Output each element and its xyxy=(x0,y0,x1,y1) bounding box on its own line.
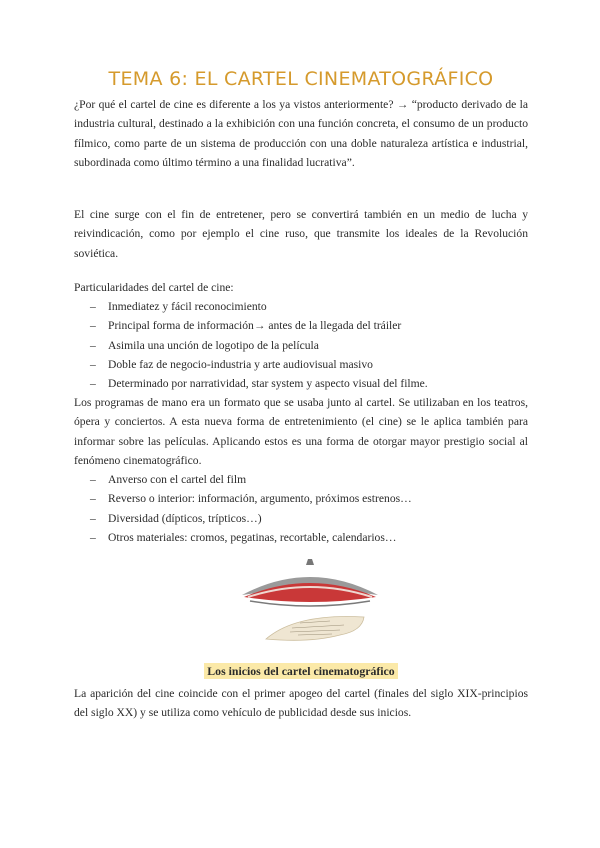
particularities-list xyxy=(90,297,528,393)
programs-paragraph: Los programas de mano era un formato que se usaba junto al cartel. Se utilizaban en los teatros, ópera y conciertos. A esta nueva forma de entretenimiento (el cine) se le aplica también para informar sobre las películas. Aplicando estos es una forma de otorgar mayor prestigio social al fenómeno cinematográfico. xyxy=(74,396,528,467)
section-heading xyxy=(74,664,528,679)
hand-program-image xyxy=(240,555,380,645)
cine-paragraph: El cine surge con el fin de entretener, pero se convertirá también en un medio de lucha y reivindicación, como por ejemplo el cine ruso, que transmite los ideales de la Revolución soviética. xyxy=(74,208,528,260)
list-item: – Principal forma de información→ antes de la llegada del tráiler xyxy=(90,316,528,335)
intro-paragraph: ¿Por qué el cartel de cine es diferente a los ya vistos anteriormente? → “producto derivado de la industria cultural, destinado a la exhibición con una función concreta, el consumo de un producto fílmico, como parte de un sistema de producción con una doble naturaleza artística e industrial, subordinada como último término a una finalidad lucrativa”. xyxy=(74,98,528,169)
particularities-heading: Particularidades del cartel de cine: xyxy=(74,281,234,294)
page-title: TEMA 6: EL CARTEL CINEMATOGRÁFICO xyxy=(108,68,494,90)
list-item: – Inmediatez y fácil reconocimiento xyxy=(90,297,528,316)
list-item: – Doble faz de negocio-industria y arte audiovisual masivo xyxy=(90,355,528,374)
list-item: – Anverso con el cartel del film xyxy=(90,470,528,489)
list-item: – Reverso o interior: información, argumento, próximos estrenos… xyxy=(90,489,528,508)
list-item: – Otros materiales: cromos, pegatinas, recortable, calendarios… xyxy=(90,528,528,547)
program-fan-illustration xyxy=(240,555,380,645)
list-item: – Asimila una unción de logotipo de la película xyxy=(90,336,528,355)
section-paragraph: La aparición del cine coincide con el primer apogeo del cartel (finales del siglo XIX-principios del siglo XX) y se utiliza como vehículo de publicidad desde sus inicios. xyxy=(74,687,528,720)
list-item: – Diversidad (dípticos, trípticos…) xyxy=(90,509,528,528)
list-item: – Determinado por narratividad, star system y aspecto visual del filme. xyxy=(90,374,528,393)
section-heading-text: Los inicios del cartel cinematográfico xyxy=(204,663,397,679)
programs-list xyxy=(90,470,528,547)
